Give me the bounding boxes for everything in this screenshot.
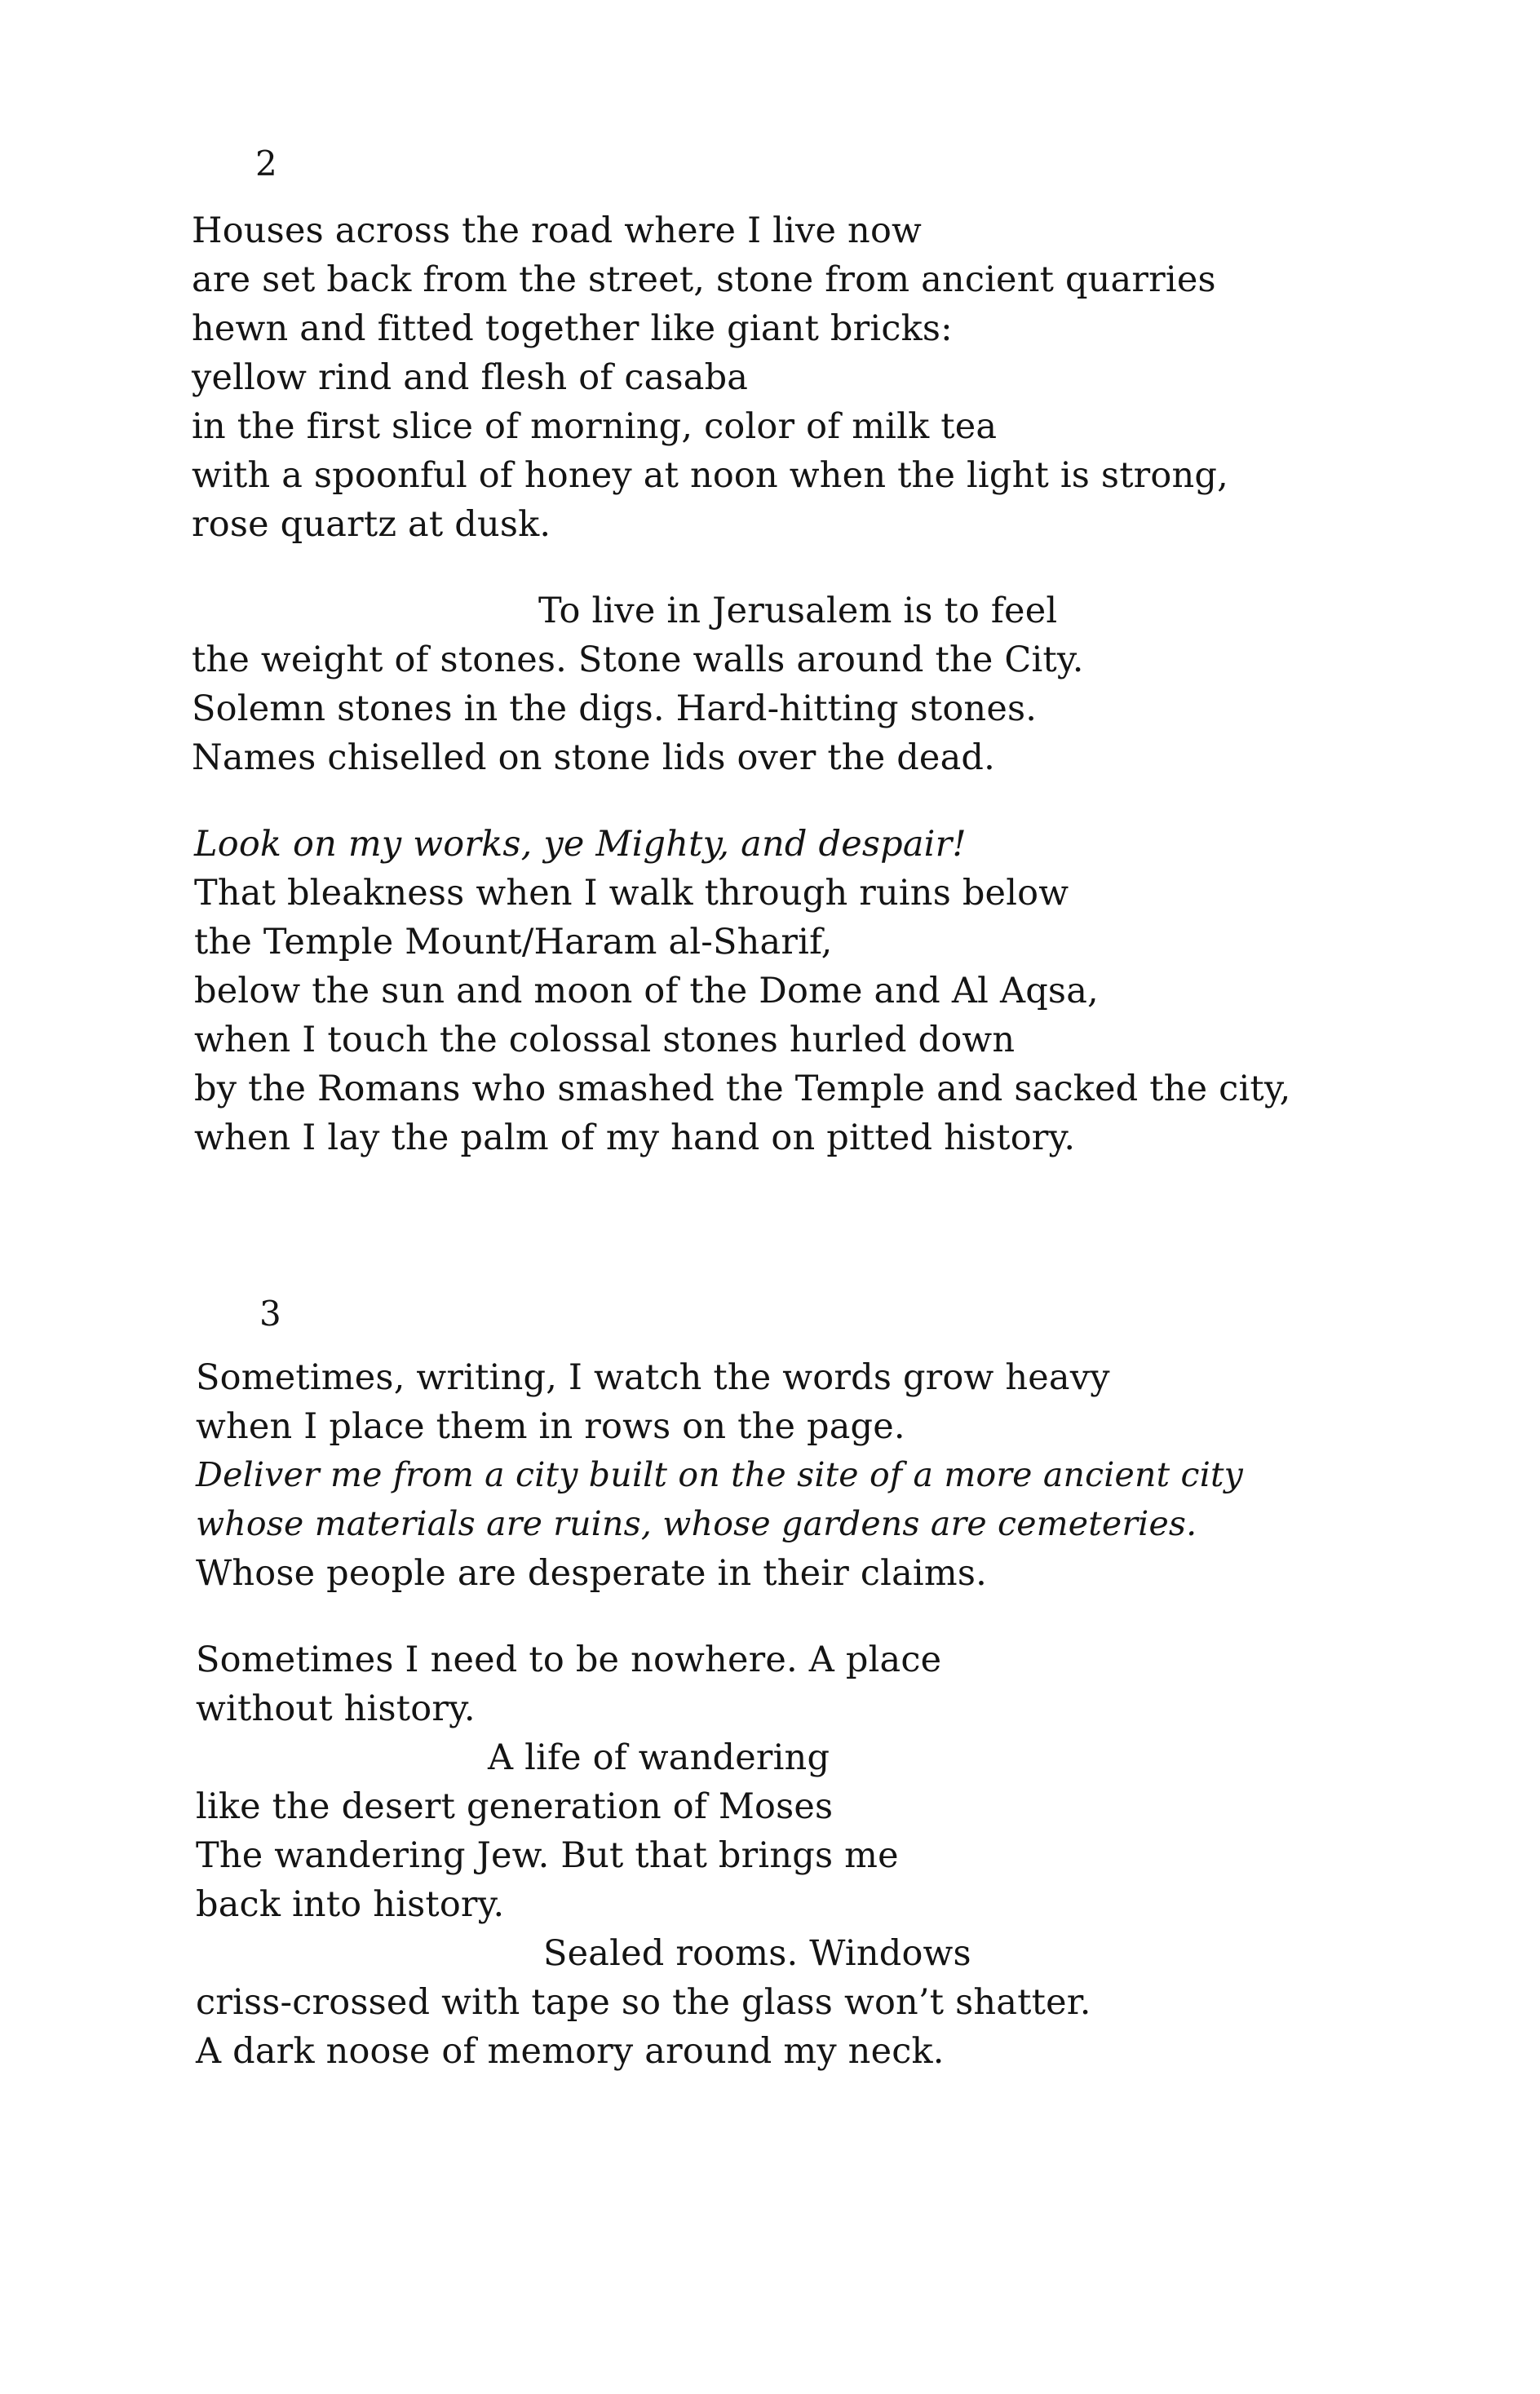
poem-line: are set back from the street, stone from ancient quarries: [192, 259, 1216, 300]
poem-line: in the first slice of morning, color of milk tea: [192, 406, 998, 447]
poem-line: hewn and fitted together like giant bricks:: [192, 308, 953, 349]
poem-line: Names chiselled on stone lids over the dead.: [192, 737, 996, 778]
poem-line: back into history.: [196, 1884, 505, 1925]
poem-line: Sometimes I need to be nowhere. A place: [196, 1640, 942, 1680]
poem-line: when I place them in rows on the page.: [196, 1406, 905, 1447]
poem-line: Sometimes, writing, I watch the words grow heavy: [196, 1357, 1110, 1398]
poem-line: Whose people are desperate in their claims.: [196, 1553, 987, 1594]
poem-line: Houses across the road where I live now: [192, 210, 923, 251]
section-number: 2: [255, 144, 277, 184]
poem-line-italic: Look on my works, ye Mighty, and despair!: [194, 824, 967, 865]
poem-line: when I lay the palm of my hand on pitted history.: [194, 1117, 1076, 1158]
poem-line: Solemn stones in the digs. Hard-hitting stones.: [192, 688, 1038, 729]
poem-line: the Temple Mount/Haram al-Sharif,: [194, 922, 833, 962]
poem-line-italic: whose materials are ruins, whose gardens are cemeteries.: [196, 1504, 1197, 1543]
poem-line: the weight of stones. Stone walls around the City.: [192, 639, 1084, 680]
poem-line-italic: Deliver me from a city built on the site of a more ancient city: [196, 1455, 1244, 1494]
poem-line: yellow rind and flesh of casaba: [192, 357, 749, 398]
poem-line: criss-crossed with tape so the glass won’t shatter.: [196, 1982, 1091, 2023]
poem-line: A life of wandering: [488, 1737, 830, 1778]
poem-line: That bleakness when I walk through ruins below: [194, 873, 1069, 914]
section-number: 3: [259, 1294, 281, 1334]
poem-line: like the desert generation of Moses: [196, 1786, 834, 1827]
poem-line: with a spoonful of honey at noon when the light is strong,: [192, 455, 1229, 496]
poem-line: when I touch the colossal stones hurled down: [194, 1020, 1016, 1060]
poem-line: below the sun and moon of the Dome and Al Aqsa,: [194, 971, 1099, 1011]
poem-line: without history.: [196, 1688, 476, 1729]
poem-line: To live in Jerusalem is to feel: [538, 591, 1058, 631]
poem-line: by the Romans who smashed the Temple and sacked the city,: [194, 1069, 1291, 1109]
poem-line: Sealed rooms. Windows: [543, 1933, 971, 1974]
poem-line: rose quartz at dusk.: [192, 504, 551, 545]
poem-line: A dark noose of memory around my neck.: [196, 2031, 945, 2072]
poem-line: The wandering Jew. But that brings me: [196, 1835, 899, 1876]
